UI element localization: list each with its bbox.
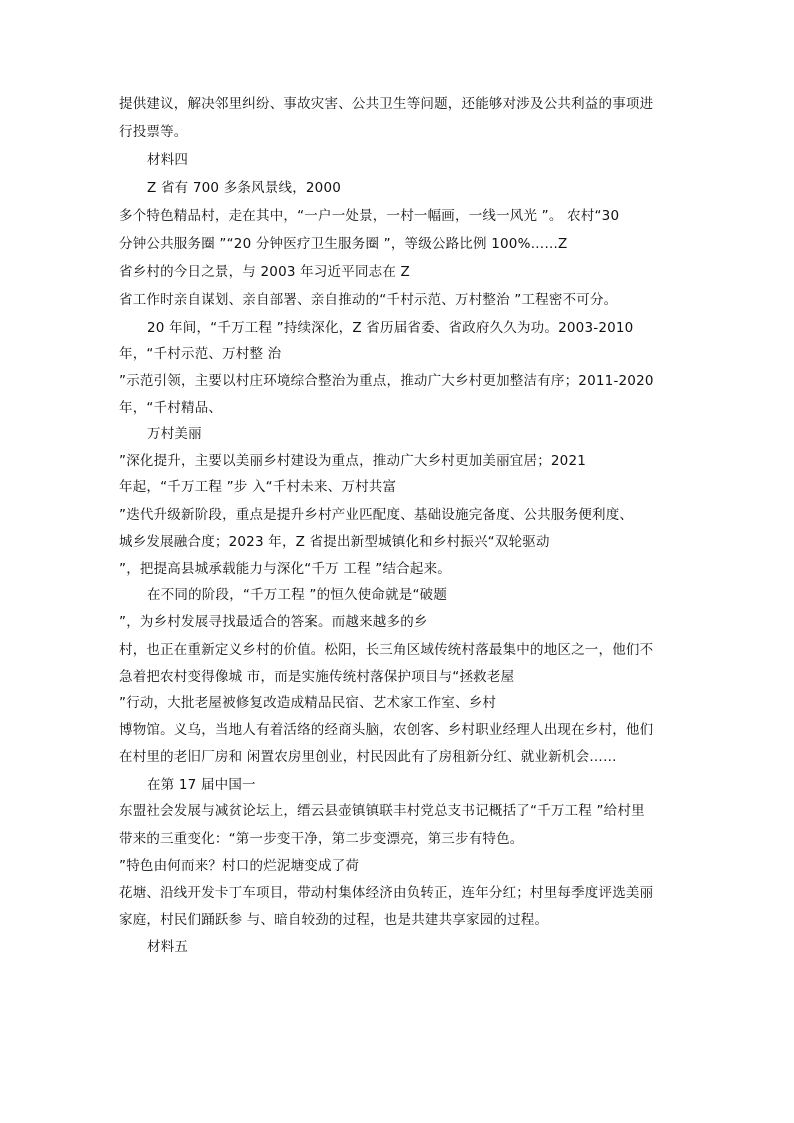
text-line: 多个特色精品村，走在其中，“一户一处景，一村一幅画，一线一风光 ”。 农村“30 [119, 208, 620, 224]
text-line: 行投票等。 [119, 124, 188, 140]
text-line: 城乡发展融合度；2023 年，Z 省提出新型城镇化和乡村振兴“双轮驱动 [119, 534, 550, 550]
text-line: ”深化提升，主要以美丽乡村建设为重点，推动广大乡村更加美丽宜居；2021 [119, 453, 587, 469]
text-line: 东盟社会发展与减贫论坛上，缙云县壶镇镇联丰村党总支书记概括了“千万工程 ”给村里 [119, 803, 645, 819]
section-heading: 材料四 [147, 152, 189, 168]
text-line: 万村美丽 [147, 426, 202, 442]
text-line: 带来的三重变化：“第一步变干净，第二步变漂亮，第三步有特色。 [119, 831, 524, 847]
text-line: 家庭，村民们踊跃参 与、暗自较劲的过程，也是共建共享家园的过程。 [119, 912, 549, 928]
text-line: 年，“千村精品、 [119, 400, 223, 416]
text-line: 省乡村的今日之景，与 2003 年习近平同志在 Z [119, 264, 410, 280]
text-line: 在第 17 届中国一 [147, 777, 256, 793]
section-heading: 材料五 [147, 939, 189, 955]
text-line: 分钟公共服务圈 ”“20 分钟医疗卫生服务圈 ”，等级公路比例 100%……Z [119, 236, 568, 252]
text-line: 博物馆。义乌，当地人有着活络的经商头脑，农创客、乡村职业经理人出现在乡村，他们 [119, 722, 654, 738]
text-line: 在不同的阶段，“千万工程 ”的恒久使命就是“破题 [147, 587, 448, 603]
text-line: ”，把提高县城承载能力与深化“千万 工程 ”结合起来。 [119, 561, 451, 577]
text-line: ”特色由何而来？村口的烂泥塘变成了荷 [119, 858, 360, 874]
text-line: 省工作时亲自谋划、亲自部署、亲自推动的“千村示范、万村整治 ”工程密不可分。 [119, 292, 618, 308]
text-line: 提供建议，解决邻里纠纷、事故灾害、公共卫生等问题，还能够对涉及公共利益的事项进 [119, 96, 654, 112]
text-line: 20 年间，“千万工程 ”持续深化，Z 省历届省委、省政府久久为功。2003-2010 [147, 320, 634, 336]
text-line: 急着把农村变得像城 市，而是实施传统村落保护项目与“拯救老屋 [119, 669, 515, 685]
text-line: 年，“千村示范、万村整 治 [119, 346, 282, 362]
text-line: ”迭代升级新阶段，重点是提升乡村产业匹配度、基础设施完备度、公共服务便利度、 [119, 507, 634, 523]
text-line: ”，为乡村发展寻找最适合的答案。而越来越多的乡 [119, 614, 428, 630]
text-line: 村，也正在重新定义乡村的价值。松阳，长三角区域传统村落最集中的地区之一，他们不 [119, 642, 654, 658]
text-line: ”示范引领，主要以村庄环境综合整治为重点，推动广大乡村更加整洁有序；2011-2020 [119, 373, 654, 389]
text-line: 花塘、沿线开发卡丁车项目，带动村集体经济由负转正，连年分红；村里每季度评选美丽 [119, 885, 654, 901]
text-line: ”行动，大批老屋被修复改造成精品民宿、艺术家工作室、乡村 [119, 695, 497, 711]
text-line: 年起，“千万工程 ”步 入“千村未来、万村共富 [119, 479, 397, 495]
text-line: Z 省有 700 多条风景线，2000 [147, 180, 342, 196]
text-line: 在村里的老旧厂房和 闲置农房里创业，村民因此有了房租新分红、就业新机会…… [119, 749, 617, 765]
